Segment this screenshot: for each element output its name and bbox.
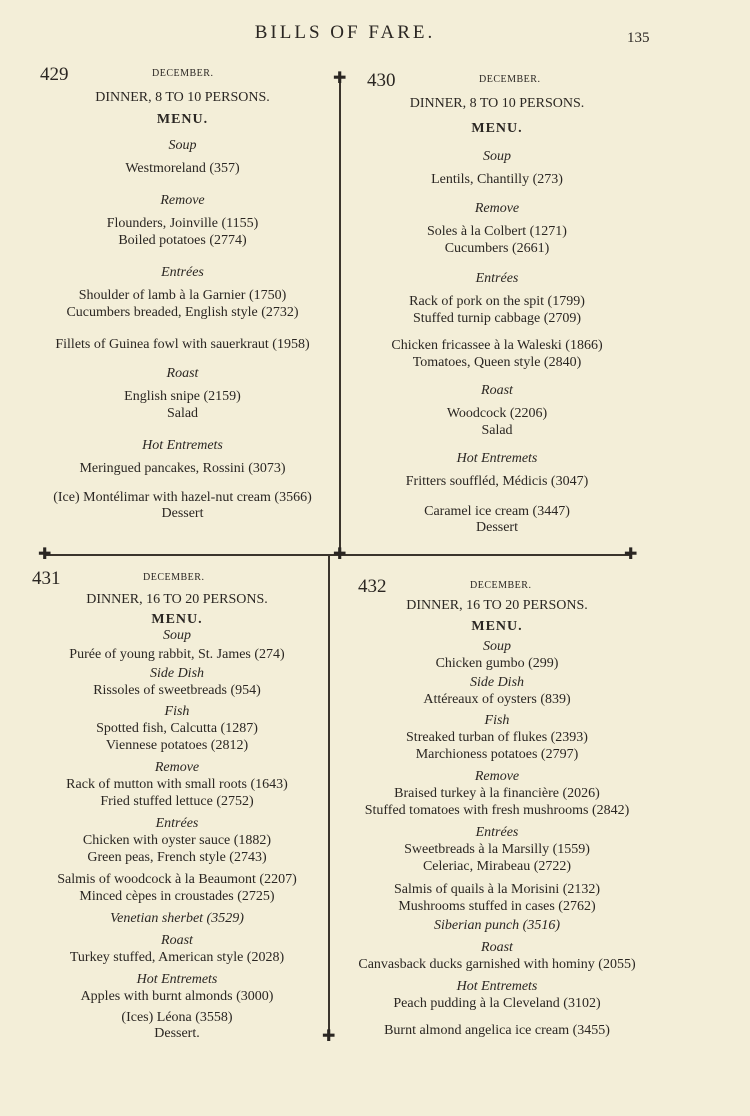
menu-432: [352, 576, 642, 1039]
dish-line: Burnt almond angelica ice cream (3455): [384, 1023, 610, 1038]
course-heading: Side Dish: [469, 675, 525, 690]
course-heading: Soup: [483, 149, 511, 164]
menu-dessert: Dessert.: [154, 1026, 200, 1041]
dish-line: Rissoles of sweetbreads (954): [93, 683, 261, 698]
dish-line: Meringued pancakes, Rossini (3073): [79, 461, 286, 476]
dish-line: Green peas, French style (2743): [87, 850, 267, 865]
course-heading: Remove: [160, 193, 205, 208]
menu-dessert: Dessert: [161, 506, 204, 521]
menu-dinner: DINNER, 16 TO 20 PERSONS.: [86, 592, 268, 607]
course-heading: Siberian punch (3516): [434, 918, 560, 933]
dish-line: Celeriac, Mirabeau (2722): [422, 859, 572, 874]
menu-dinner: DINNER, 8 TO 10 PERSONS.: [409, 96, 585, 111]
dish-line: Stuffed turnip cabbage (2709): [412, 311, 582, 326]
dish-line: Soles à la Colbert (1271): [427, 224, 567, 239]
course-heading: Fish: [164, 704, 190, 719]
dish-line: Salmis of woodcock à la Beaumont (2207): [57, 872, 297, 887]
dish-line: Minced cèpes in croustades (2725): [79, 889, 275, 904]
dish-line: Chicken with oyster sauce (1882): [82, 833, 272, 848]
dish-line: Turkey stuffed, American style (2028): [69, 950, 285, 965]
dish-line: Apples with burnt almonds (3000): [80, 989, 274, 1004]
menu-month: DECEMBER.: [470, 580, 532, 591]
horizontal-divider-left: [44, 554, 339, 556]
menu-month: DECEMBER.: [479, 74, 541, 85]
dish-line: Cucumbers (2661): [444, 241, 550, 256]
dish-line: Attéreaux of oysters (839): [423, 692, 571, 707]
cross-ornament-center: ✚: [333, 544, 347, 563]
dish-line: Boiled potatoes (2774): [118, 233, 247, 248]
cross-ornament-top: ✚: [333, 68, 347, 87]
course-heading: Hot Entremets: [456, 979, 538, 994]
course-heading: Entrées: [155, 816, 199, 831]
dish-line: Sweetbreads à la Marsilly (1559): [404, 842, 590, 857]
dish-line: Westmoreland (357): [125, 161, 240, 176]
menu-dessert: Dessert: [476, 520, 518, 535]
dish-line: Viennese potatoes (2812): [105, 738, 249, 753]
dish-line: English snipe (2159): [124, 389, 241, 404]
menu-number: 429: [40, 64, 69, 85]
page-number: 135: [627, 30, 650, 46]
course-heading: Soup: [483, 639, 511, 654]
course-heading: Roast: [166, 366, 199, 381]
cross-ornament-left: ✚: [38, 544, 52, 563]
dish-line: Braised turkey à la financière (2026): [394, 786, 600, 801]
horizontal-divider-right: [339, 554, 631, 556]
vertical-divider-bottom: [328, 556, 330, 1036]
menu-label: MENU.: [471, 619, 523, 634]
menu-430: [367, 70, 627, 536]
menu-number: 430: [367, 70, 396, 91]
course-heading: Entrées: [161, 265, 204, 280]
dish-line: Shoulder of lamb à la Garnier (1750): [78, 288, 287, 303]
dish-line: Tomatoes, Queen style (2840): [412, 355, 582, 370]
dish-line: (Ices) Léona (3558): [121, 1010, 233, 1025]
menu-label: MENU.: [151, 612, 203, 627]
dish-line: Rack of pork on the spit (1799): [409, 294, 585, 309]
dish-line: Mushrooms stuffed in cases (2762): [398, 899, 596, 914]
dish-line: Fritters souffléd, Médicis (3047): [405, 474, 589, 489]
course-heading: Roast: [161, 933, 193, 948]
menu-number: 432: [358, 576, 387, 597]
menu-number: 431: [32, 568, 61, 589]
course-heading: Remove: [474, 769, 520, 784]
course-heading: Soup: [163, 628, 191, 643]
dish-line: Marchioness potatoes (2797): [415, 747, 579, 762]
dish-line: Chicken fricassee à la Waleski (1866): [391, 338, 603, 353]
course-heading: Roast: [481, 940, 513, 955]
dish-line: Salmis of quails à la Morisini (2132): [393, 882, 601, 897]
dish-line: Purée of young rabbit, St. James (274): [69, 647, 285, 662]
dish-line: Woodcock (2206): [446, 406, 548, 421]
vertical-divider-top: [339, 78, 341, 554]
course-heading: Entrées: [475, 825, 519, 840]
dish-line: Stuffed tomatoes with fresh mushrooms (2842): [364, 803, 630, 818]
course-heading: Roast: [481, 383, 513, 398]
dish-line: Fillets of Guinea fowl with sauerkraut (1958): [55, 337, 310, 352]
dish-line: Salad: [481, 423, 513, 438]
dish-line: Caramel ice cream (3447): [424, 504, 570, 519]
course-heading: Hot Entremets: [136, 972, 218, 987]
course-heading: Venetian sherbet (3529): [110, 911, 244, 926]
menu-dinner: DINNER, 8 TO 10 PERSONS.: [95, 90, 270, 105]
menu-month: DECEMBER.: [143, 572, 205, 583]
dish-line: Streaked turban of flukes (2393): [406, 730, 588, 745]
dish-line: Fried stuffed lettuce (2752): [100, 794, 254, 809]
course-heading: Remove: [154, 760, 200, 775]
menu-431: [32, 568, 322, 1042]
page-title: BILLS OF FARE.: [254, 22, 436, 43]
dish-line: Flounders, Joinville (1155): [106, 216, 259, 231]
course-heading: Soup: [168, 138, 197, 153]
dish-line: Canvasback ducks garnished with hominy (2055): [358, 957, 636, 972]
course-heading: Fish: [484, 713, 510, 728]
menu-label: MENU.: [156, 112, 209, 127]
dish-line: Lentils, Chantilly (273): [431, 172, 563, 187]
dish-line: Rack of mutton with small roots (1643): [66, 777, 288, 792]
menu-label: MENU.: [471, 121, 523, 136]
course-heading: Entrées: [475, 271, 519, 286]
dish-line: (Ice) Montélimar with hazel-nut cream (3566): [53, 490, 312, 505]
menu-month: DECEMBER.: [152, 68, 214, 79]
course-heading: Side Dish: [149, 666, 205, 681]
dish-line: Peach pudding à la Cleveland (3102): [393, 996, 601, 1011]
course-heading: Remove: [474, 201, 520, 216]
dish-line: Spotted fish, Calcutta (1287): [96, 721, 258, 736]
course-heading: Hot Entremets: [142, 438, 223, 453]
dish-line: Chicken gumbo (299): [435, 656, 559, 671]
menu-429: [40, 64, 325, 522]
cross-ornament-right: ✚: [624, 544, 638, 563]
course-heading: Hot Entremets: [456, 451, 538, 466]
cross-ornament-bottom: ✚: [322, 1026, 336, 1045]
dish-line: Salad: [166, 406, 199, 421]
menu-dinner: DINNER, 16 TO 20 PERSONS.: [406, 598, 588, 613]
dish-line: Cucumbers breaded, English style (2732): [66, 305, 299, 320]
